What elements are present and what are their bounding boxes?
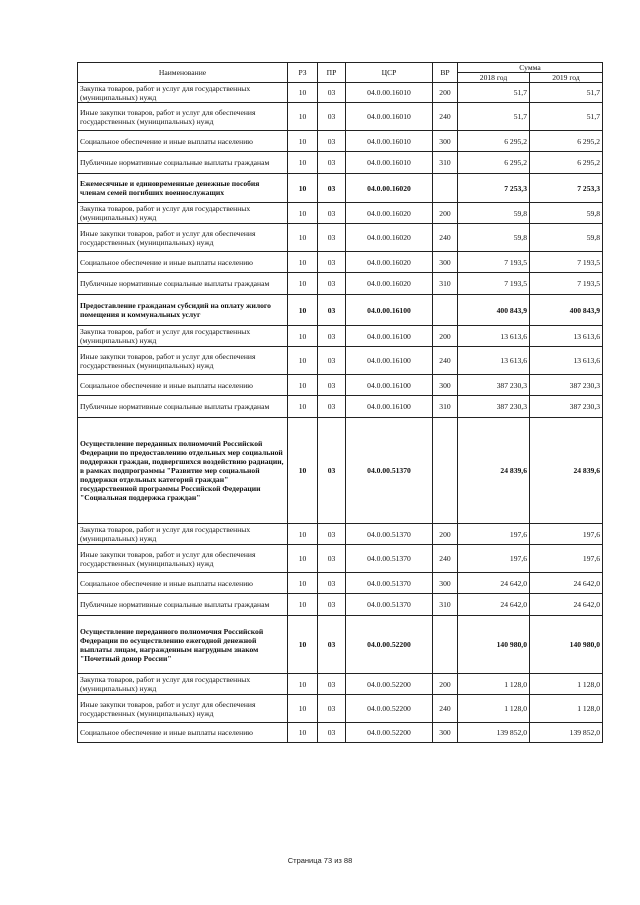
table-row — [78, 573, 603, 594]
row-rz: 10 — [288, 545, 318, 573]
row-pr: 03 — [318, 203, 346, 224]
row-rz: 10 — [288, 83, 318, 103]
header-vr: ВР — [433, 63, 458, 83]
row-vr: 240 — [433, 347, 458, 375]
row-sum-2019: 24 642,0 — [530, 573, 603, 594]
row-vr: 200 — [433, 83, 458, 103]
row-name: Закупка товаров, работ и услуг для государственных (муниципальных) нужд — [78, 674, 288, 695]
row-csr: 04.0.00.16020 — [346, 203, 433, 224]
row-pr: 03 — [318, 224, 346, 252]
row-csr: 04.0.00.52200 — [346, 695, 433, 723]
row-csr: 04.0.00.16010 — [346, 103, 433, 131]
table-row — [78, 83, 603, 103]
row-csr: 04.0.00.16100 — [346, 375, 433, 396]
row-rz: 10 — [288, 573, 318, 594]
row-csr: 04.0.00.52200 — [346, 723, 433, 743]
row-csr: 04.0.00.16010 — [346, 131, 433, 152]
row-csr: 04.0.00.52200 — [346, 674, 433, 695]
row-pr: 03 — [318, 152, 346, 174]
row-rz: 10 — [288, 131, 318, 152]
row-sum-2018: 24 642,0 — [458, 573, 530, 594]
row-vr: 240 — [433, 545, 458, 573]
row-name: Публичные нормативные социальные выплаты гражданам — [78, 594, 288, 616]
row-rz: 10 — [288, 295, 318, 326]
header-name: Наименование — [78, 63, 288, 83]
row-name: Иные закупки товаров, работ и услуг для обеспечения государственных (муниципальных) нужд — [78, 224, 288, 252]
row-rz: 10 — [288, 273, 318, 295]
row-csr: 04.0.00.51370 — [346, 594, 433, 616]
row-rz: 10 — [288, 174, 318, 203]
row-name: Иные закупки товаров, работ и услуг для обеспечения государственных (муниципальных) нужд — [78, 103, 288, 131]
row-sum-2019: 7 193,5 — [530, 252, 603, 273]
row-sum-2018: 59,8 — [458, 224, 530, 252]
row-name: Социальное обеспечение и иные выплаты населению — [78, 252, 288, 273]
table-row — [78, 347, 603, 375]
row-rz: 10 — [288, 723, 318, 743]
row-sum-2019: 197,6 — [530, 545, 603, 573]
row-sum-2018: 387 230,3 — [458, 375, 530, 396]
row-csr: 04.0.00.16020 — [346, 252, 433, 273]
row-pr: 03 — [318, 723, 346, 743]
row-name: Закупка товаров, работ и услуг для государственных (муниципальных) нужд — [78, 524, 288, 545]
row-vr — [433, 418, 458, 524]
table-row — [78, 396, 603, 418]
row-rz: 10 — [288, 616, 318, 674]
row-sum-2018: 13 613,6 — [458, 347, 530, 375]
row-csr: 04.0.00.16010 — [346, 83, 433, 103]
row-name: Социальное обеспечение и иные выплаты населению — [78, 723, 288, 743]
row-name: Социальное обеспечение и иные выплаты населению — [78, 375, 288, 396]
table-row — [78, 252, 603, 273]
row-name: Закупка товаров, работ и услуг для государственных (муниципальных) нужд — [78, 326, 288, 347]
row-name: Ежемесячные и единовременные денежные пособия членам семей погибших военнослужащих — [78, 174, 288, 203]
row-vr: 310 — [433, 273, 458, 295]
row-sum-2019: 400 843,9 — [530, 295, 603, 326]
row-name: Публичные нормативные социальные выплаты гражданам — [78, 152, 288, 174]
row-name: Осуществление переданных полномочий Российской Федерации по предоставлению отдельных мер социальной поддержки граждан, подвергшихся воздействию радиации, в рамках подпрограммы "Развитие мер социальной поддержки отдельных категорий граждан" государственной программы Российской Федерации "Социальная поддержка граждан" — [78, 418, 288, 524]
row-sum-2018: 400 843,9 — [458, 295, 530, 326]
row-csr: 04.0.00.16100 — [346, 347, 433, 375]
table-row — [78, 131, 603, 152]
row-sum-2019: 197,6 — [530, 524, 603, 545]
row-vr: 310 — [433, 594, 458, 616]
row-name: Иные закупки товаров, работ и услуг для обеспечения государственных (муниципальных) нужд — [78, 545, 288, 573]
row-vr: 200 — [433, 203, 458, 224]
row-pr: 03 — [318, 594, 346, 616]
row-name: Иные закупки товаров, работ и услуг для обеспечения государственных (муниципальных) нужд — [78, 347, 288, 375]
row-vr: 300 — [433, 375, 458, 396]
row-pr: 03 — [318, 396, 346, 418]
row-csr: 04.0.00.16100 — [346, 396, 433, 418]
row-name: Закупка товаров, работ и услуг для государственных (муниципальных) нужд — [78, 203, 288, 224]
table-row — [78, 418, 603, 524]
row-rz: 10 — [288, 203, 318, 224]
table-row — [78, 174, 603, 203]
row-sum-2019: 24 642,0 — [530, 594, 603, 616]
row-rz: 10 — [288, 594, 318, 616]
row-sum-2019: 6 295,2 — [530, 152, 603, 174]
row-sum-2018: 13 613,6 — [458, 326, 530, 347]
row-rz: 10 — [288, 326, 318, 347]
row-sum-2019: 13 613,6 — [530, 326, 603, 347]
row-pr: 03 — [318, 273, 346, 295]
row-rz: 10 — [288, 152, 318, 174]
row-sum-2018: 59,8 — [458, 203, 530, 224]
row-pr: 03 — [318, 545, 346, 573]
table-row — [78, 326, 603, 347]
row-sum-2018: 51,7 — [458, 83, 530, 103]
row-sum-2018: 387 230,3 — [458, 396, 530, 418]
row-name: Предоставление гражданам субсидий на оплату жилого помещения и коммунальных услуг — [78, 295, 288, 326]
page-number: Страница 73 из 88 — [287, 856, 353, 865]
row-pr: 03 — [318, 174, 346, 203]
row-name: Социальное обеспечение и иные выплаты населению — [78, 573, 288, 594]
row-pr: 03 — [318, 524, 346, 545]
row-sum-2018: 197,6 — [458, 545, 530, 573]
row-vr — [433, 616, 458, 674]
row-sum-2018: 51,7 — [458, 103, 530, 131]
table-row — [78, 224, 603, 252]
row-pr: 03 — [318, 695, 346, 723]
table-row — [78, 695, 603, 723]
row-csr: 04.0.00.16100 — [346, 295, 433, 326]
table-row — [78, 524, 603, 545]
row-sum-2019: 59,8 — [530, 203, 603, 224]
table-row — [78, 674, 603, 695]
row-csr: 04.0.00.51370 — [346, 573, 433, 594]
row-sum-2019: 140 980,0 — [530, 616, 603, 674]
table-row — [78, 545, 603, 573]
row-vr — [433, 174, 458, 203]
table-header — [78, 63, 603, 83]
header-csr: ЦСР — [346, 63, 433, 83]
header-rz: РЗ — [288, 63, 318, 83]
row-vr: 300 — [433, 252, 458, 273]
row-pr: 03 — [318, 326, 346, 347]
row-vr: 300 — [433, 131, 458, 152]
row-vr: 310 — [433, 396, 458, 418]
row-vr: 240 — [433, 695, 458, 723]
row-rz: 10 — [288, 375, 318, 396]
row-sum-2018: 7 253,3 — [458, 174, 530, 203]
table-row — [78, 273, 603, 295]
row-rz: 10 — [288, 695, 318, 723]
row-csr: 04.0.00.16020 — [346, 224, 433, 252]
row-pr: 03 — [318, 131, 346, 152]
row-name: Закупка товаров, работ и услуг для государственных (муниципальных) нужд — [78, 83, 288, 103]
row-csr: 04.0.00.16020 — [346, 174, 433, 203]
row-sum-2019: 387 230,3 — [530, 396, 603, 418]
row-rz: 10 — [288, 396, 318, 418]
row-sum-2018: 6 295,2 — [458, 152, 530, 174]
row-rz: 10 — [288, 103, 318, 131]
row-sum-2019: 7 193,5 — [530, 273, 603, 295]
row-sum-2018: 1 128,0 — [458, 674, 530, 695]
row-rz: 10 — [288, 224, 318, 252]
table-row — [78, 103, 603, 131]
row-name: Публичные нормативные социальные выплаты гражданам — [78, 396, 288, 418]
row-pr: 03 — [318, 103, 346, 131]
row-vr: 200 — [433, 674, 458, 695]
row-pr: 03 — [318, 573, 346, 594]
row-csr: 04.0.00.51370 — [346, 524, 433, 545]
row-pr: 03 — [318, 375, 346, 396]
row-pr: 03 — [318, 252, 346, 273]
row-vr: 240 — [433, 103, 458, 131]
row-sum-2018: 1 128,0 — [458, 695, 530, 723]
row-sum-2018: 7 193,5 — [458, 252, 530, 273]
row-rz: 10 — [288, 524, 318, 545]
row-vr — [433, 295, 458, 326]
row-sum-2019: 51,7 — [530, 103, 603, 131]
row-sum-2018: 6 295,2 — [458, 131, 530, 152]
row-rz: 10 — [288, 674, 318, 695]
row-pr: 03 — [318, 83, 346, 103]
row-csr: 04.0.00.52200 — [346, 616, 433, 674]
row-vr: 240 — [433, 224, 458, 252]
table-row — [78, 594, 603, 616]
row-name: Осуществление переданного полномочия Российской Федерации по осуществлению ежегодной денежной выплаты лицам, награжденным нагрудным знаком "Почетный донор России" — [78, 616, 288, 674]
row-name: Публичные нормативные социальные выплаты гражданам — [78, 273, 288, 295]
row-sum-2019: 13 613,6 — [530, 347, 603, 375]
header-pr: ПР — [318, 63, 346, 83]
table-body — [78, 83, 603, 743]
row-pr: 03 — [318, 347, 346, 375]
row-sum-2019: 387 230,3 — [530, 375, 603, 396]
row-pr: 03 — [318, 418, 346, 524]
budget-table — [77, 62, 603, 743]
row-vr: 200 — [433, 524, 458, 545]
row-csr: 04.0.00.51370 — [346, 545, 433, 573]
row-sum-2018: 139 852,0 — [458, 723, 530, 743]
row-csr: 04.0.00.16100 — [346, 326, 433, 347]
row-sum-2019: 1 128,0 — [530, 695, 603, 723]
header-year-2018: 2018 год — [458, 73, 530, 83]
row-sum-2018: 24 839,6 — [458, 418, 530, 524]
row-csr: 04.0.00.16020 — [346, 273, 433, 295]
row-sum-2018: 7 193,5 — [458, 273, 530, 295]
header-year-2019: 2019 год — [530, 73, 603, 83]
row-rz: 10 — [288, 347, 318, 375]
row-sum-2019: 7 253,3 — [530, 174, 603, 203]
row-pr: 03 — [318, 674, 346, 695]
row-vr: 310 — [433, 152, 458, 174]
row-name: Иные закупки товаров, работ и услуг для обеспечения государственных (муниципальных) нужд — [78, 695, 288, 723]
row-name: Социальное обеспечение и иные выплаты населению — [78, 131, 288, 152]
row-vr: 200 — [433, 326, 458, 347]
row-pr: 03 — [318, 295, 346, 326]
row-pr: 03 — [318, 616, 346, 674]
row-sum-2018: 197,6 — [458, 524, 530, 545]
row-sum-2019: 1 128,0 — [530, 674, 603, 695]
row-vr: 300 — [433, 723, 458, 743]
table-row — [78, 375, 603, 396]
row-sum-2019: 139 852,0 — [530, 723, 603, 743]
row-csr: 04.0.00.51370 — [346, 418, 433, 524]
table-row — [78, 152, 603, 174]
header-sum: Сумма — [458, 63, 603, 73]
row-vr: 300 — [433, 573, 458, 594]
row-sum-2018: 24 642,0 — [458, 594, 530, 616]
row-csr: 04.0.00.16010 — [346, 152, 433, 174]
row-sum-2019: 24 839,6 — [530, 418, 603, 524]
row-sum-2018: 140 980,0 — [458, 616, 530, 674]
row-sum-2019: 59,8 — [530, 224, 603, 252]
table-row — [78, 616, 603, 674]
row-sum-2019: 51,7 — [530, 83, 603, 103]
row-rz: 10 — [288, 252, 318, 273]
table-row — [78, 203, 603, 224]
table-row — [78, 295, 603, 326]
table-row — [78, 723, 603, 743]
row-rz: 10 — [288, 418, 318, 524]
row-sum-2019: 6 295,2 — [530, 131, 603, 152]
